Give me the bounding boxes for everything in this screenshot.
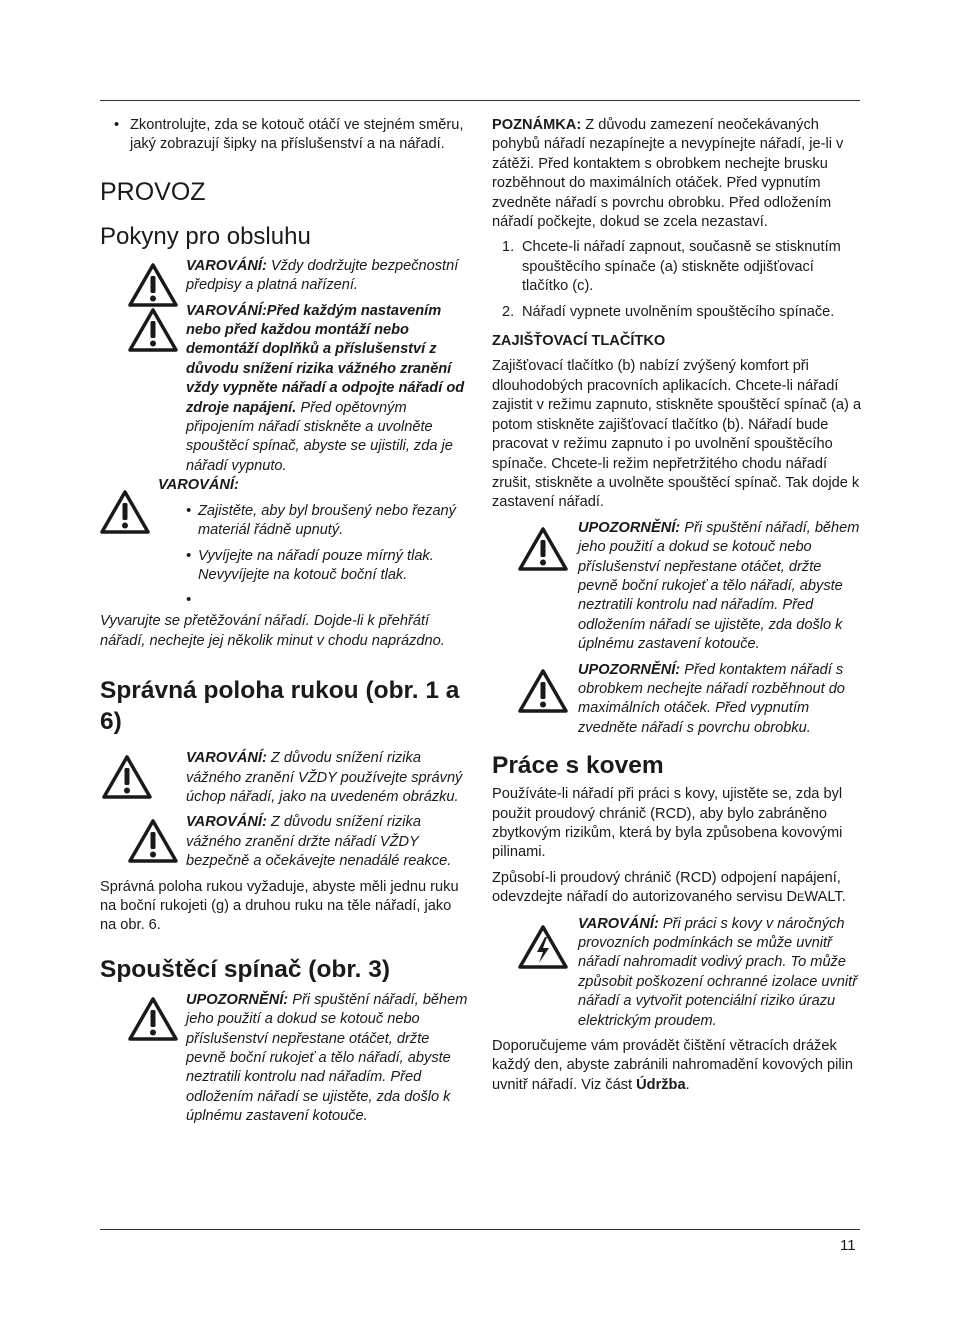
list-item: • Zajistěte, aby byl broušený nebo řezaný materiál řádně upnutý. [186,502,456,539]
paragraph: Používáte-li nářadí při práci s kovy, ujistěte se, zda byl použit proudový chránič (RCD), aby bylo zabráněno zbytkovým rizikům, která by byla způsobena kovovými pilinami. [492,786,843,861]
section-heading-pokyny: Pokyny pro obsluhu [100,222,311,250]
section-heading-provoz: PROVOZ [100,177,206,206]
warning-triangle-icon [102,755,152,799]
right-column [492,116,862,1095]
paragraph: Způsobí-li proudový chránič (RCD) odpojení napájení, odevzdejte nářadí do autorizovaného servisu DEWALT. [492,869,846,906]
list-item [158,591,470,610]
note-paragraph: POZNÁMKA: Z důvodu zamezení neočekávaných pohybů nářadí nezapínejte a nevypínejte nářadí, je-li v zátěži. Před kontaktem s obrobkem nechejte brusku rozběhnout do maximálních otáček. Před vypnutím zvedněte nářadí s povrchu obrobku. Před odložením nářadí počkejte, dokud se zcela nezastaví. [492,117,844,231]
section-heading-spinac: Spouštěcí spínač (obr. 3) [100,955,390,983]
warning-triangle-icon [100,490,150,534]
paragraph: Správná poloha rukou vyžaduje, abyste měli jednu ruku na boční rukojeti (g) a druhou ruku na těle nářadí, jako na obr. 6. [100,878,459,934]
warning-triangle-icon [518,669,568,713]
top-rule [100,100,860,101]
caution-label: UPOZORNĚNÍ: [186,991,289,1008]
warning-block [100,476,470,610]
paragraph: Zajišťovací tlačítko (b) nabízí zvýšený komfort při dlouhodobých pracovních aplikacích. Chcete-li nářadí zajistit v režimu zapnuto, stiskněte spouštěcí spínač (a) a potom stiskněte zajišťovací tlačítko (b). Nářadí bude pracovat v režimu zapnuto i po uvolnění spouštěcího spínače. Chcete-li režim nepřetržitého chodu nářadí zrušit, stiskněte a uvolněte spouštěcí spínač. Tak dojde k zastavení nářadí. [492,358,862,511]
bullet-dot: • [186,547,192,564]
list-item: • Zkontrolujte, zda se kotouč otáčí ve stejném směru, jaký zobrazují šipky na příslušenství a na nářadí. [114,117,464,153]
warning-block: VAROVÁNÍ: Při práci s kovy v náročných provozních podmínkách se může uvnitř nářadí nahromadit vodivý prach. To může způsobit poškození ochranné izolace uvnitř nářadí a vytvořit potenciální riziko úrazu elektrickým proudem. [492,915,862,1031]
left-column [100,116,470,1127]
warning-block: VAROVÁNÍ: Z důvodu snížení rizika vážného zranění držte nářadí VŽDY bezpečně a očekávejte nenadálé reakce. [100,813,470,871]
warning-block: VAROVÁNÍ:Před každým nastavením nebo před každou montáží nebo demontáží doplňků a příslušenství z důvodu snížení rizika vážného zranění vždy vypněte nářadí a odpojte nářadí od zdroje napájení. Před opětovným připojením nářadí stiskněte a uvolněte spouštěcí spínač, abyste se ujistili, zda je nářadí vypnuto. [100,302,470,477]
bullet-dot: • [114,117,120,133]
warning-label: VAROVÁNÍ: [186,750,267,767]
electric-shock-warning-icon [518,925,568,969]
section-heading-kov: Práce s kovem [492,752,664,780]
caution-block: UPOZORNĚNÍ: Při spuštění nářadí, během jeho použití a dokud se kotouč nebo příslušenství nepřestane otáčet, držte pevně boční rukojeť a tělo nářadí, abyste neztratili kontrolu nad nářadím. Před odložením nářadí se ujistěte, zda došlo k úplnému zastavení kotouče. [492,519,862,655]
warning-label: VAROVÁNÍ: [578,915,659,932]
page-number: 11 [840,1237,856,1254]
warning-label: VAROVÁNÍ: [186,257,267,274]
caution-label: UPOZORNĚNÍ: [578,519,681,536]
warning-label: VAROVÁNÍ: [186,814,267,831]
warning-triangle-icon [518,527,568,571]
warning-tail-text: Vyvarujte se přetěžování nářadí. Dojde-li k přehřátí nářadí, nechejte jej několik minut v chodu naprázdno. [100,613,445,649]
warning-triangle-icon [128,997,178,1041]
bottom-rule [100,1229,860,1230]
warning-triangle-icon [128,263,178,307]
warning-block: VAROVÁNÍ: Z důvodu snížení rizika vážného zranění VŽDY používejte správný úchop nářadí, jako na uvedeném obrázku. [100,749,470,807]
warning-block: VAROVÁNÍ: Vždy dodržujte bezpečnostní předpisy a platná nařízení. [100,257,470,296]
warning-triangle-icon [128,819,178,863]
caution-label: UPOZORNĚNÍ: [578,661,681,678]
paragraph: Doporučujeme vám provádět čištění větracích drážek každý den, abyste zabránili nahromadění kovových pilin uvnitř nářadí. Viz část Údržba. [492,1038,853,1093]
note-label: POZNÁMKA: [492,117,582,133]
caution-block: UPOZORNĚNÍ: Před kontaktem nářadí s obrobkem nechejte nářadí rozběhnout do maximálních otáček. Před vypnutím zvedněte nářadí s povrchu obrobku. [492,661,862,739]
list-item: 2. Nářadí vypnete uvolněním spouštěcího spínače. [502,303,835,320]
bullet-dot: • [186,502,192,519]
steps-list [492,238,862,322]
list-item: • Vyvíjejte na nářadí pouze mírný tlak. Nevyvíjejte na kotouč boční tlak. [186,547,434,583]
warning-triangle-icon [128,308,178,352]
warning-label: VAROVÁNÍ: [158,477,239,494]
list-item: 1. Chcete-li nářadí zapnout, současně se stisknutím spouštěcího spínače (a) stiskněte odjišťovací tlačítko (c). [502,239,841,295]
caution-block: UPOZORNĚNÍ: Při spuštění nářadí, během jeho použití a dokud se kotouč nebo příslušenství nepřestane otáčet, držte pevně boční rukojeť a tělo nářadí, abyste neztratili kontrolu nad nářadím. Před odložením nářadí se ujistěte, zda došlo k úplnému zastavení kotouče. [100,991,470,1127]
section-heading-zajistovaci: ZAJIŠŤOVACÍ TLAČÍTKO [492,333,666,350]
section-heading-poloha: Správná poloha rukou (obr. 1 a 6) [100,677,460,736]
bullet-dot: • [186,592,192,609]
